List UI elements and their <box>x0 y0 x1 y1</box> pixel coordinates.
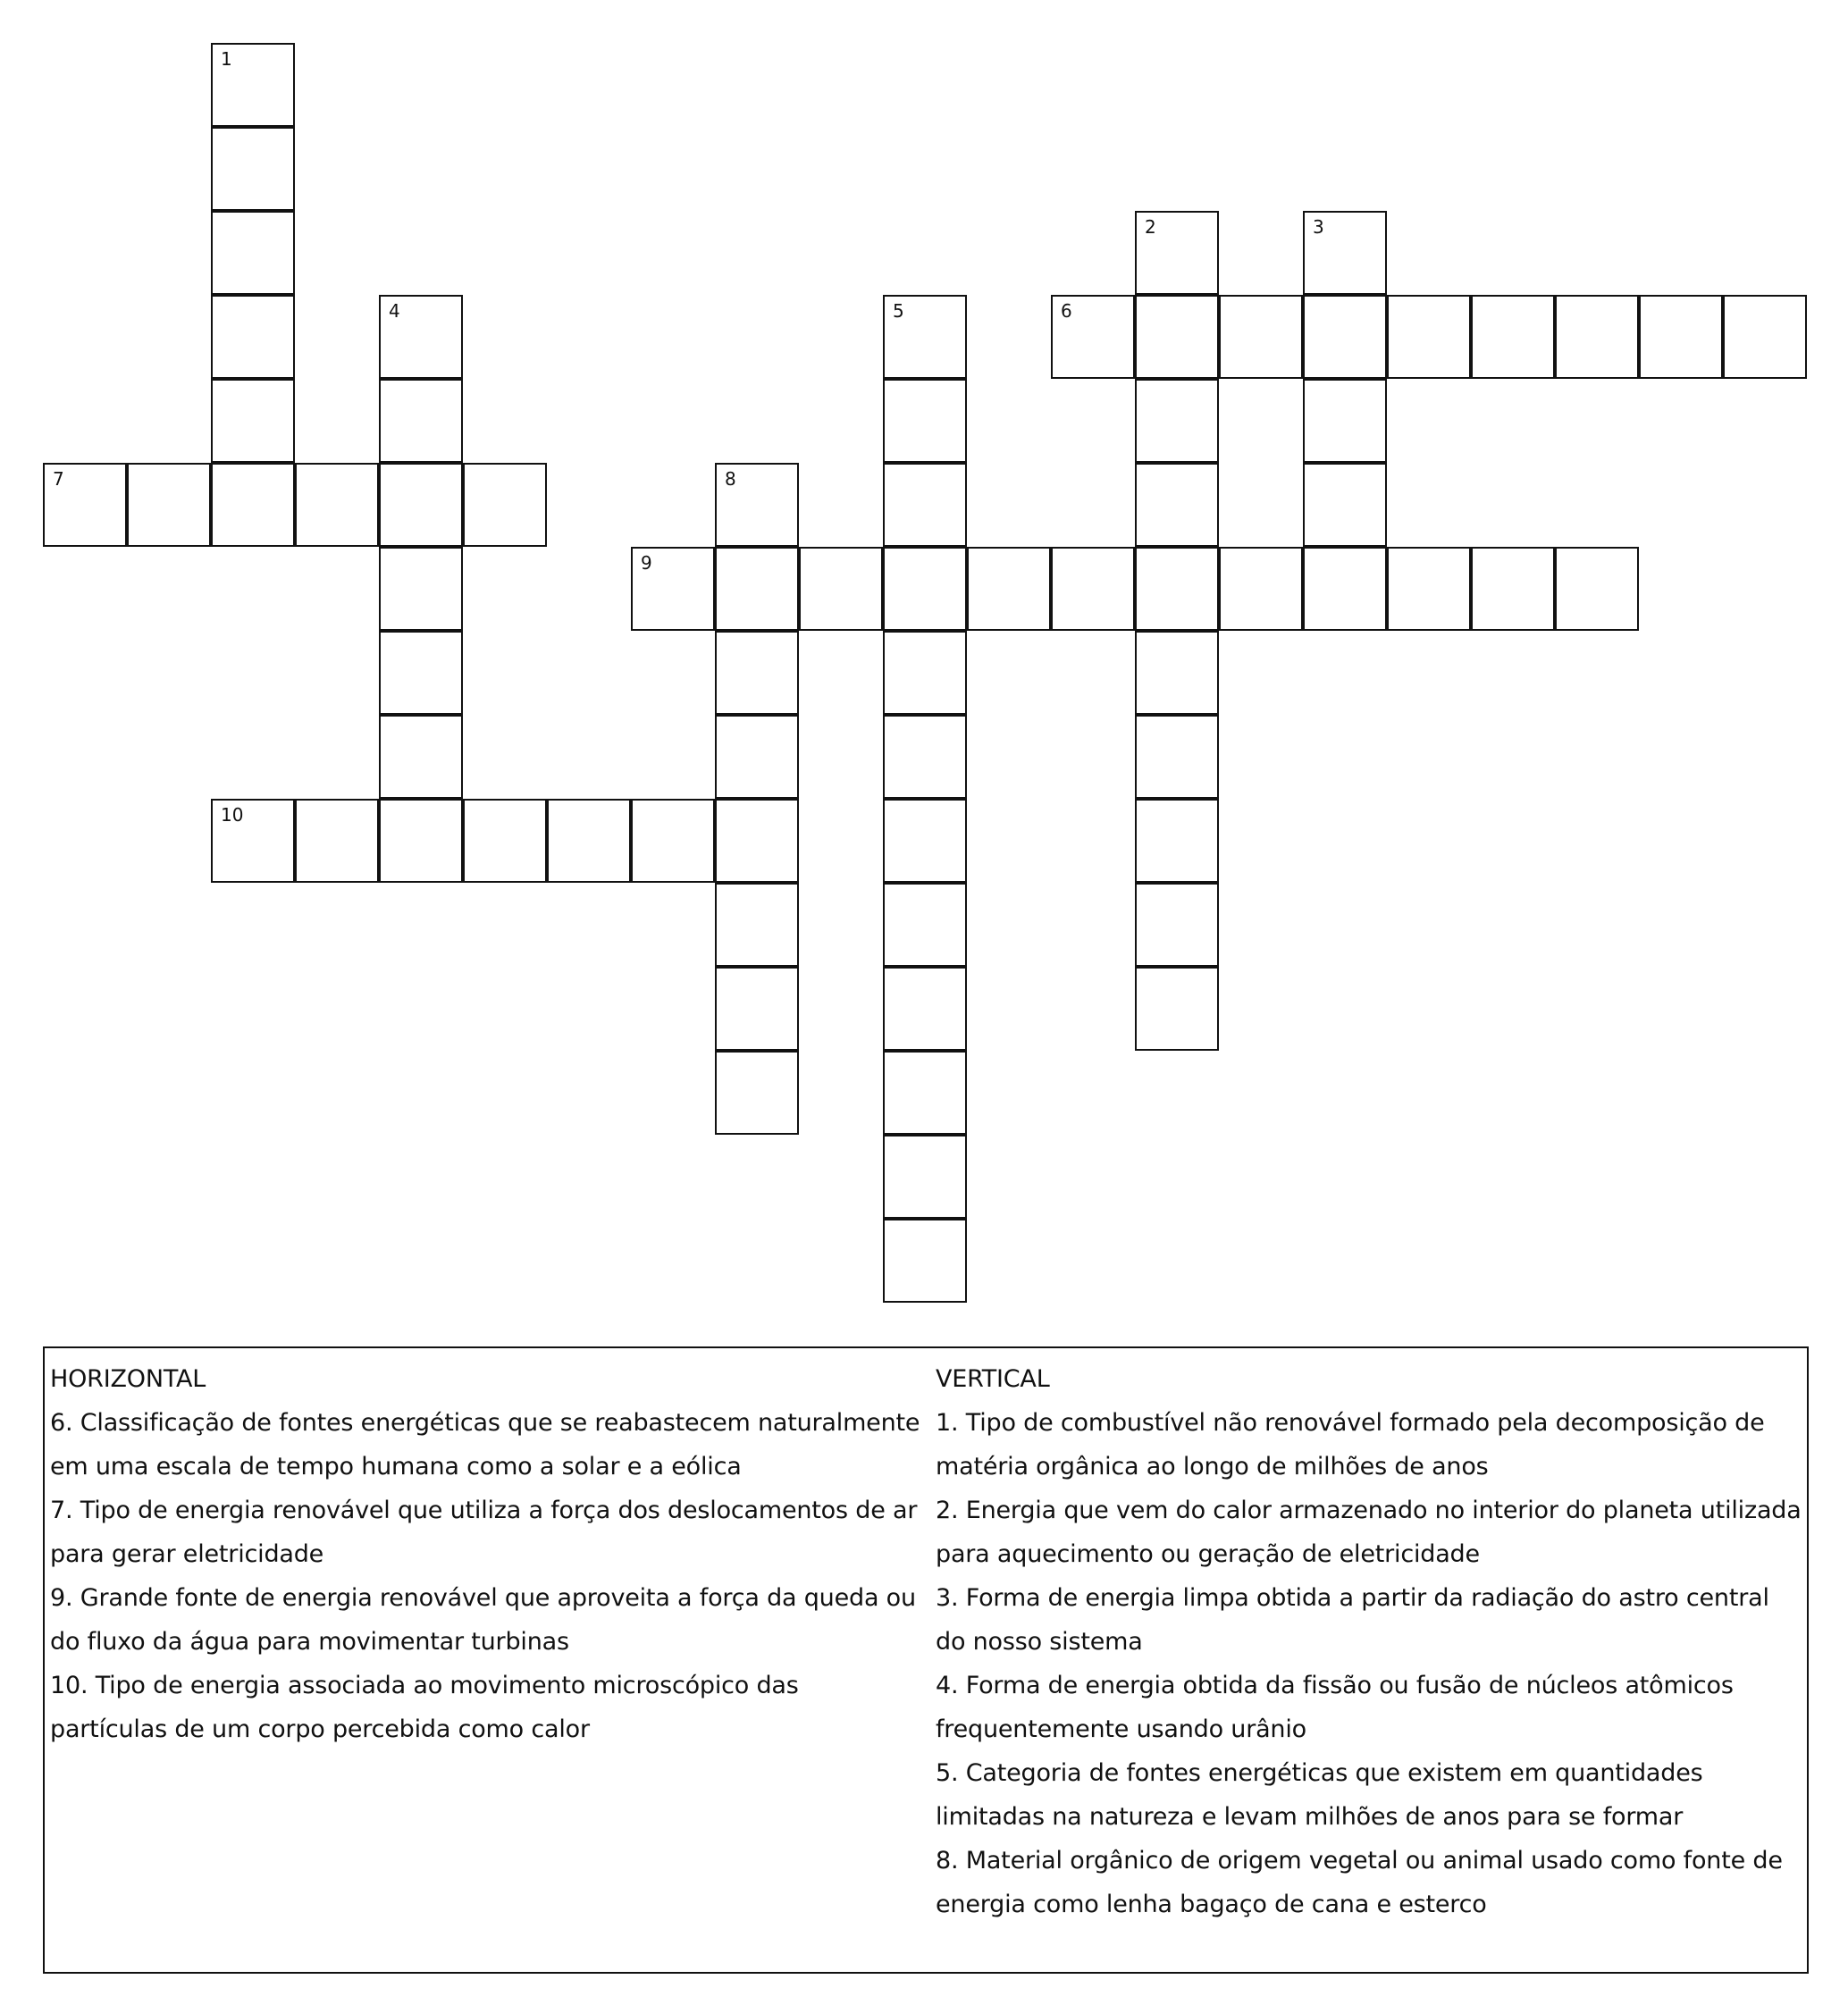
grid-cell[interactable] <box>127 463 211 547</box>
grid-cell[interactable] <box>1135 295 1219 379</box>
clue-text: 8. Material orgânico de origem vegetal ou animal usado como fonte de <box>936 1847 1783 1875</box>
clue-text-continued: energia como lenha bagaço de cana e esterco <box>936 1891 1487 1918</box>
grid-cell[interactable] <box>1219 547 1303 631</box>
clue-text-continued: partículas de um corpo percebida como calor <box>50 1715 590 1743</box>
grid-cell[interactable] <box>631 547 715 631</box>
grid-cell[interactable] <box>211 127 295 211</box>
grid-cell[interactable] <box>1303 379 1387 463</box>
grid-cell[interactable] <box>211 799 295 883</box>
grid-cell[interactable] <box>883 799 967 883</box>
clue-number: 10 <box>221 804 244 826</box>
clue-number: 5 <box>893 300 904 322</box>
grid-cell[interactable] <box>715 547 799 631</box>
grid-cell[interactable] <box>1135 967 1219 1051</box>
grid-cell[interactable] <box>1471 547 1555 631</box>
clue-number: 6 <box>1061 300 1072 322</box>
grid-cell[interactable] <box>883 1051 967 1135</box>
grid-cell[interactable] <box>1303 547 1387 631</box>
grid-cell[interactable] <box>883 295 967 379</box>
grid-cell[interactable] <box>1051 547 1135 631</box>
grid-cell[interactable] <box>1135 463 1219 547</box>
grid-cell[interactable] <box>211 295 295 379</box>
grid-cell[interactable] <box>799 547 883 631</box>
grid-cell[interactable] <box>883 1219 967 1303</box>
grid-cell[interactable] <box>1471 295 1555 379</box>
grid-cell[interactable] <box>715 967 799 1051</box>
clue-text-continued: frequentemente usando urânio <box>936 1715 1306 1743</box>
grid-cell[interactable] <box>1303 295 1387 379</box>
grid-cell[interactable] <box>1219 295 1303 379</box>
grid-cell[interactable] <box>379 631 463 715</box>
grid-cell[interactable] <box>379 379 463 463</box>
grid-cell[interactable] <box>43 463 127 547</box>
clues-panel <box>43 1346 1809 1974</box>
grid-cell[interactable] <box>1303 463 1387 547</box>
grid-cell[interactable] <box>295 463 379 547</box>
vertical-heading: VERTICAL <box>936 1365 1050 1393</box>
grid-cell[interactable] <box>883 379 967 463</box>
grid-cell[interactable] <box>1135 547 1219 631</box>
clue-text-continued: em uma escala de tempo humana como a solar e a eólica <box>50 1453 742 1480</box>
clue-number: 7 <box>53 468 64 490</box>
clue-number: 1 <box>221 48 232 70</box>
clue-text-continued: para aquecimento ou geração de eletricidade <box>936 1540 1480 1568</box>
grid-cell[interactable] <box>1387 547 1471 631</box>
clue-text: 2. Energia que vem do calor armazenado no interior do planeta utilizada <box>936 1497 1802 1524</box>
horizontal-heading: HORIZONTAL <box>50 1365 206 1393</box>
vertical-clues <box>936 1357 1802 1926</box>
grid-cell[interactable] <box>883 715 967 799</box>
grid-cell[interactable] <box>379 799 463 883</box>
grid-cell[interactable] <box>211 463 295 547</box>
clue-text-continued: limitadas na natureza e levam milhões de anos para se formar <box>936 1803 1684 1831</box>
grid-cell[interactable] <box>883 883 967 967</box>
clue-number: 3 <box>1313 216 1324 238</box>
horizontal-clues <box>50 1357 926 1751</box>
clue-number: 2 <box>1145 216 1156 238</box>
clue-text: 1. Tipo de combustível não renovável formado pela decomposição de <box>936 1409 1765 1437</box>
clue-text: 5. Categoria de fontes energéticas que existem em quantidades <box>936 1759 1703 1787</box>
clue-text-continued: para gerar eletricidade <box>50 1540 324 1568</box>
grid-cell[interactable] <box>1135 631 1219 715</box>
grid-cell[interactable] <box>967 547 1051 631</box>
grid-cell[interactable] <box>883 631 967 715</box>
grid-cell[interactable] <box>463 799 547 883</box>
grid-cell[interactable] <box>1135 883 1219 967</box>
grid-cell[interactable] <box>883 463 967 547</box>
grid-cell[interactable] <box>1639 295 1723 379</box>
clue-text: 4. Forma de energia obtida da fissão ou fusão de núcleos atômicos <box>936 1672 1734 1699</box>
grid-cell[interactable] <box>883 547 967 631</box>
grid-cell[interactable] <box>1051 295 1135 379</box>
grid-cell[interactable] <box>715 715 799 799</box>
clue-number: 8 <box>725 468 736 490</box>
grid-cell[interactable] <box>715 883 799 967</box>
grid-cell[interactable] <box>715 463 799 547</box>
clue-text: 10. Tipo de energia associada ao movimento microscópico das <box>50 1672 799 1699</box>
grid-cell[interactable] <box>379 463 463 547</box>
grid-cell[interactable] <box>715 1051 799 1135</box>
grid-cell[interactable] <box>883 1135 967 1219</box>
clue-number: 9 <box>641 552 652 574</box>
grid-cell[interactable] <box>715 799 799 883</box>
clue-number: 4 <box>389 300 400 322</box>
grid-cell[interactable] <box>1723 295 1807 379</box>
clue-text: 6. Classificação de fontes energéticas que se reabastecem naturalmente <box>50 1409 920 1437</box>
grid-cell[interactable] <box>379 715 463 799</box>
grid-cell[interactable] <box>1135 379 1219 463</box>
clue-text-continued: do fluxo da água para movimentar turbinas <box>50 1628 569 1656</box>
grid-cell[interactable] <box>295 799 379 883</box>
clue-text: 3. Forma de energia limpa obtida a partir da radiação do astro central <box>936 1584 1769 1612</box>
clue-text: 9. Grande fonte de energia renovável que aproveita a força da queda ou <box>50 1584 916 1612</box>
grid-cell[interactable] <box>631 799 715 883</box>
grid-cell[interactable] <box>1135 799 1219 883</box>
clue-text-continued: matéria orgânica ao longo de milhões de anos <box>936 1453 1489 1480</box>
grid-cell[interactable] <box>211 379 295 463</box>
grid-cell[interactable] <box>1555 547 1639 631</box>
grid-cell[interactable] <box>1135 211 1219 295</box>
grid-cell[interactable] <box>715 631 799 715</box>
grid-cell[interactable] <box>379 547 463 631</box>
clue-text: 7. Tipo de energia renovável que utiliza a força dos deslocamentos de ar <box>50 1497 918 1524</box>
grid-cell[interactable] <box>1303 211 1387 295</box>
grid-cell[interactable] <box>883 967 967 1051</box>
grid-cell[interactable] <box>1387 295 1471 379</box>
clue-text-continued: do nosso sistema <box>936 1628 1143 1656</box>
grid-cell[interactable] <box>463 463 547 547</box>
grid-cell[interactable] <box>1135 715 1219 799</box>
grid-cell[interactable] <box>1555 295 1639 379</box>
grid-cell[interactable] <box>547 799 631 883</box>
grid-cell[interactable] <box>211 211 295 295</box>
grid-cell[interactable] <box>211 43 295 127</box>
grid-cell[interactable] <box>379 295 463 379</box>
